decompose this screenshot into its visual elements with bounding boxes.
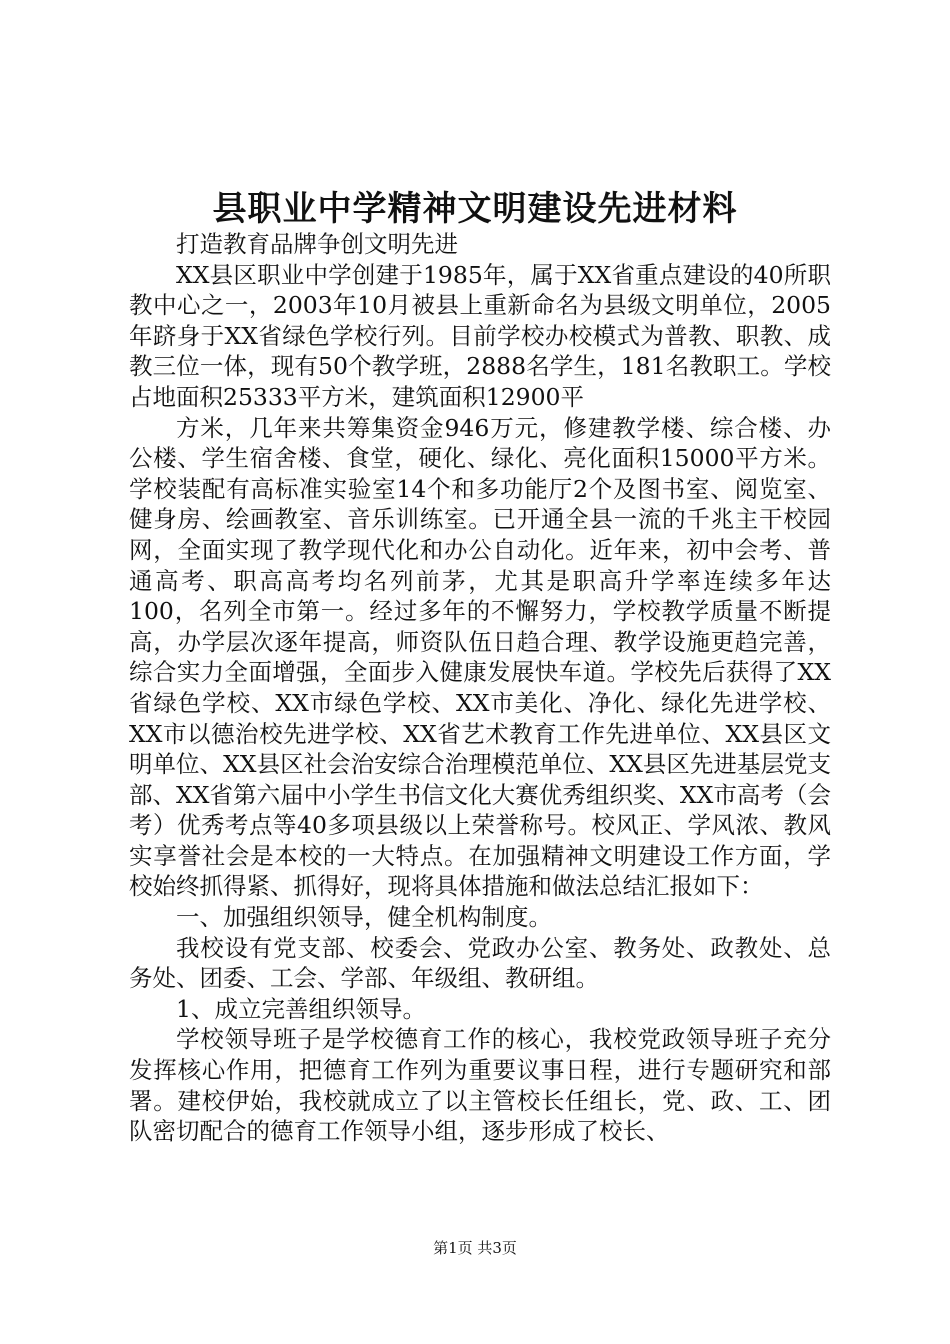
paragraph-leadership: 学校领导班子是学校德育工作的核心，我校党政领导班子充分发挥核心作用，把德育工作列为重要议事日程，进行专题研究和部署。建校伊始，我校就成立了以主管校长任组长，党、政、工、团队密切配合的德育工作领导小组，逐步形成了校长、 [129,1025,831,1146]
paragraph-subtitle: 打造教育品牌争创文明先进 [176,230,458,258]
paragraph-intro: XX县区职业中学创建于1985年，属于XX省重点建设的40所职教中心之一，2003年10月被县上重新命名为县级文明单位，2005年跻身于XX省绿色学校行列。目前学校办校模式为普教、职教、成教三位一体，现有50个教学班，2888名学生，181名教职工。学校占地面积25333平方米，建筑面积12900平 [129,260,831,411]
document-title: 县职业中学精神文明建设先进材料 [212,189,738,229]
document-body [129,229,831,1147]
section-heading-1: 一、加强组织领导，健全机构制度。 [176,903,552,932]
subsection-heading-1: 1、成立完善组织领导。 [176,994,426,1023]
paragraph-facilities: 方米，几年来共筹集资金946万元，修建教学楼、综合楼、办公楼、学生宿舍楼、食堂，硬化、绿化、亮化面积15000平方米。学校装配有高标准实验室14个和多功能厅2个及图书室、阅览室、健身房、绘画教室、音乐训练室。已开通全县一流的千兆主干校园网，全面实现了教学现代化和办公自动化。近年来，初中会考、普通高考、职高高考均名列前茅，尤其是职高升学率连续多年达100，名列全市第一。经过多年的不懈努力，学校教学质量不断提高，办学层次逐年提高，师资队伍日趋合理、教学设施更趋完善，综合实力全面增强，全面步入健康发展快车道。学校先后获得了XX省绿色学校、XX市绿色学校、XX市美化、净化、绿化先进学校、XX市以德治校先进学校、XX省艺术教育工作先进单位、XX县区文明单位、XX县区社会治安综合治理模范单位、XX县区先进基层党支部、XX省第六届中小学生书信文化大赛优秀组织奖、XX市高考（会考）优秀考点等40多项县级以上荣誉称号。校风正、学风浓、教风实享誉社会是本校的一大特点。在加强精神文明建设工作方面，学校始终抓得紧、抓得好，现将具体措施和做法总结汇报如下： [129,413,831,901]
paragraph-organization: 我校设有党支部、校委会、党政办公室、教务处、政教处、总务处、团委、工会、学部、年级组、教研组。 [129,933,831,993]
page-footer: 第1页 共3页 [433,1239,517,1257]
